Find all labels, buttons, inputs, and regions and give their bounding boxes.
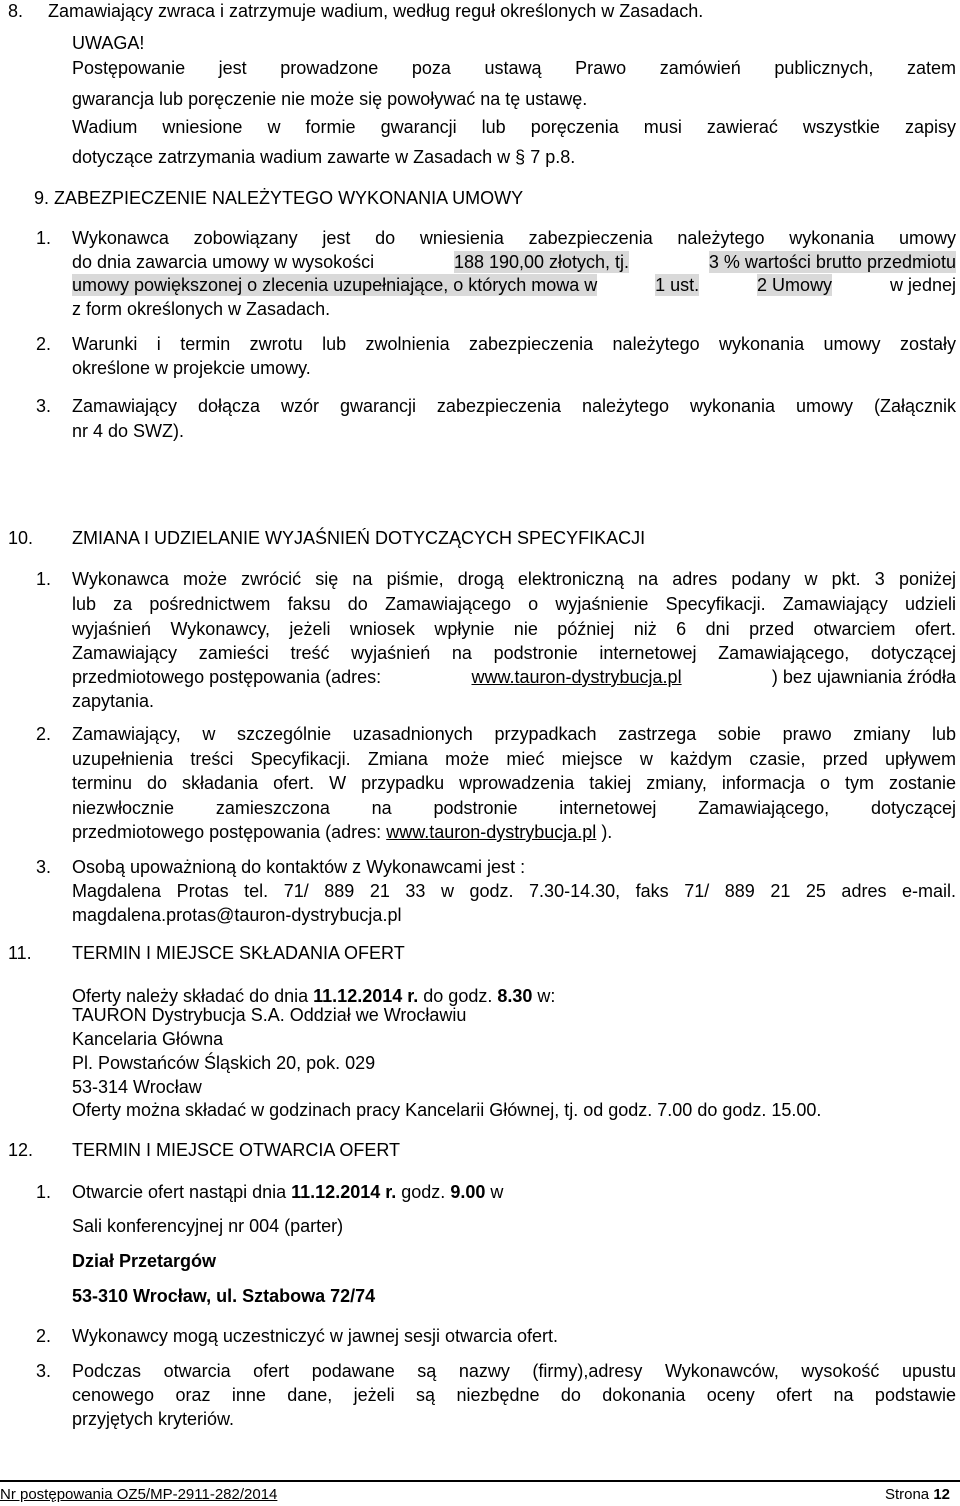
paragraph-line: Oferty można składać w godzinach pracy Kancelarii Głównej, tj. od godz. 7.00 do godz. 15.00. bbox=[72, 1100, 822, 1120]
deadline-date: 11.12.2014 r. bbox=[313, 986, 419, 1006]
highlighted-text: 2 Umowy bbox=[757, 275, 833, 295]
item-number: 2. bbox=[36, 334, 52, 354]
text-fragment: przedmiotowego postępowania (adres: bbox=[72, 822, 382, 842]
page-number bbox=[885, 1486, 950, 1504]
paragraph-line: dotyczące zatrzymania wadium zawarte w Zasadach w § 7 p.8. bbox=[72, 147, 576, 167]
item-number: 3. bbox=[36, 857, 52, 877]
text-fragment: do godz. bbox=[423, 986, 493, 1006]
paragraph-line: z form określonych w Zasadach. bbox=[72, 299, 331, 319]
text-fragment: ). bbox=[601, 822, 613, 842]
page-value: 12 bbox=[933, 1486, 950, 1503]
paragraph-line: Zamawiający zamieści treść wyjaśnień na podstronie internetowej Zamawiającego, dotyczącej bbox=[72, 643, 956, 663]
address-line: Pl. Powstańców Śląskich 20, pok. 029 bbox=[72, 1053, 376, 1073]
paragraph-line: Wykonawcy mogą uczestniczyć w jawnej sesji otwarcia ofert. bbox=[72, 1326, 559, 1346]
section-number: 10. bbox=[8, 528, 34, 548]
highlighted-text: umowy powiększonej o zlecenia uzupełniające, o których mowa w bbox=[72, 275, 598, 295]
opening-date: 11.12.2014 r. bbox=[291, 1182, 397, 1202]
text-fragment: do dnia zawarcia umowy w wysokości bbox=[72, 252, 375, 272]
paragraph-line: Wykonawca zobowiązany jest do wniesienia zabezpieczenia należytego wykonania umowy bbox=[72, 228, 956, 248]
text-fragment: przedmiotowego postępowania (adres: bbox=[72, 667, 382, 687]
paragraph-line: zapytania. bbox=[72, 691, 155, 711]
highlighted-amount: 188 190,00 złotych, tj. bbox=[453, 252, 630, 272]
highlighted-text: 3 % wartości brutto przedmiotu bbox=[708, 252, 956, 272]
item-number: 1. bbox=[36, 228, 52, 248]
paragraph-line bbox=[72, 274, 956, 296]
paragraph-line: Wadium wniesione w formie gwarancji lub poręczenia musi zawierać wszystkie zapisy bbox=[72, 117, 956, 137]
item-number: 8. bbox=[8, 1, 24, 21]
paragraph-line: wyjaśnień Wykonawcy, jeżeli wniosek wpłynie nie później niż 6 dni przed otwarciem ofert. bbox=[72, 619, 956, 639]
paragraph-line: Zamawiający dołącza wzór gwarancji zabezpieczenia należytego wykonania umowy (Załącznik bbox=[72, 396, 956, 416]
item-number: 2. bbox=[36, 724, 52, 744]
paragraph-line bbox=[72, 1181, 503, 1203]
text-fragment: w bbox=[490, 1182, 504, 1202]
item-text: Zamawiający zwraca i zatrzymuje wadium, według reguł określonych w Zasadach. bbox=[48, 1, 704, 21]
paragraph-line: Podczas otwarcia ofert podawane są nazwy (firmy),adresy Wykonawców, wysokość upustu bbox=[72, 1361, 956, 1381]
paragraph-line: Osobą upoważnioną do kontaktów z Wykonawcami jest : bbox=[72, 857, 526, 877]
case-number: Nr postępowania OZ5/MP-2911-282/2014 bbox=[0, 1486, 278, 1503]
address-line: Kancelaria Główna bbox=[72, 1029, 224, 1049]
paragraph-line: lub za pośrednictwem faksu do Zamawiającego o wyjaśnienie Specyfikacji. Zamawiający udzieli bbox=[72, 594, 956, 614]
paragraph-line: Wykonawca może zwrócić się na piśmie, drogą elektroniczną na adres podany w pkt. 3 poniżej bbox=[72, 569, 956, 589]
paragraph-line bbox=[72, 821, 612, 843]
paragraph-line: Warunki i termin zwrotu lub zwolnienia zabezpieczenia należytego wykonania umowy zostały bbox=[72, 334, 956, 354]
paragraph-line: Postępowanie jest prowadzone poza ustawą Prawo zamówień publicznych, zatem bbox=[72, 58, 956, 78]
item-number: 3. bbox=[36, 396, 52, 416]
text-fragment: ) bez ujawniania źródła bbox=[771, 667, 956, 687]
address-line: TAURON Dystrybucja S.A. Oddział we Wrocławiu bbox=[72, 1005, 467, 1025]
paragraph-line bbox=[72, 251, 956, 273]
section-number: 12. bbox=[8, 1140, 34, 1160]
section-heading: 9. ZABEZPIECZENIE NALEŻYTEGO WYKONANIA UMOWY bbox=[34, 188, 524, 208]
warning-label: UWAGA! bbox=[72, 33, 145, 53]
item-number: 2. bbox=[36, 1326, 52, 1346]
department-line: Dział Przetargów bbox=[72, 1251, 217, 1271]
address-line: 53-310 Wrocław, ul. Sztabowa 72/74 bbox=[72, 1286, 376, 1306]
text-fragment: Oferty należy składać do dnia bbox=[72, 986, 309, 1006]
section-heading: TERMIN I MIEJSCE SKŁADANIA OFERT bbox=[72, 943, 405, 963]
address-line: 53-314 Wrocław bbox=[72, 1077, 202, 1097]
paragraph-line: przyjętych kryteriów. bbox=[72, 1409, 235, 1429]
paragraph-line bbox=[72, 666, 956, 688]
text-fragment: godz. bbox=[401, 1182, 446, 1202]
opening-time: 9.00 bbox=[450, 1182, 486, 1202]
website-link[interactable]: www.tauron-dystrybucja.pl bbox=[386, 822, 597, 842]
footer-divider bbox=[0, 1480, 960, 1482]
website-link[interactable]: www.tauron-dystrybucja.pl bbox=[471, 667, 682, 687]
text-fragment: Otwarcie ofert nastąpi dnia bbox=[72, 1182, 287, 1202]
contact-line: Magdalena Protas tel. 71/ 889 21 33 w godz. 7.30-14.30, faks 71/ 889 21 25 adres e-mail. bbox=[72, 881, 956, 901]
paragraph-line: niezwłocznie zamieszczona na podstronie internetowej Zamawiającego, dotyczącej bbox=[72, 798, 956, 818]
text-fragment: w: bbox=[537, 986, 556, 1006]
item-number: 1. bbox=[36, 569, 52, 589]
section-heading: TERMIN I MIEJSCE OTWARCIA OFERT bbox=[72, 1140, 401, 1160]
item-number: 3. bbox=[36, 1361, 52, 1381]
highlighted-text: 1 ust. bbox=[655, 275, 700, 295]
room-line: Sali konferencyjnej nr 004 (parter) bbox=[72, 1216, 344, 1236]
contact-email[interactable]: magdalena.protas@tauron-dystrybucja.pl bbox=[72, 905, 402, 925]
section-heading: ZMIANA I UDZIELANIE WYJAŚNIEŃ DOTYCZĄCYCH SPECYFIKACJI bbox=[72, 528, 646, 548]
paragraph-line: nr 4 do SWZ). bbox=[72, 421, 185, 441]
paragraph-line: uzupełnienia treści Specyfikacji. Zmiana może mieć miejsce w każdym czasie, przed upływem bbox=[72, 749, 956, 769]
paragraph-line: określone w projekcie umowy. bbox=[72, 358, 311, 378]
section-number: 11. bbox=[8, 943, 32, 963]
item-number: 1. bbox=[36, 1182, 52, 1202]
text-fragment: w jednej bbox=[889, 275, 956, 295]
paragraph-line: terminu do składania ofert. W przypadku wprowadzenia takiej zmiany, informacja o tym zostanie bbox=[72, 773, 956, 793]
deadline-time: 8.30 bbox=[497, 986, 533, 1006]
paragraph-line: cenowego oraz inne dane, jeżeli są niezbędne do dokonania oceny ofert na podstawie bbox=[72, 1385, 956, 1405]
paragraph-line: Zamawiający, w szczególnie uzasadnionych przypadkach zastrzega sobie prawo zmiany lub bbox=[72, 724, 956, 744]
paragraph-line: gwarancja lub poręczenie nie może się powoływać na tę ustawę. bbox=[72, 89, 588, 109]
page-label: Strona bbox=[884, 1486, 930, 1503]
